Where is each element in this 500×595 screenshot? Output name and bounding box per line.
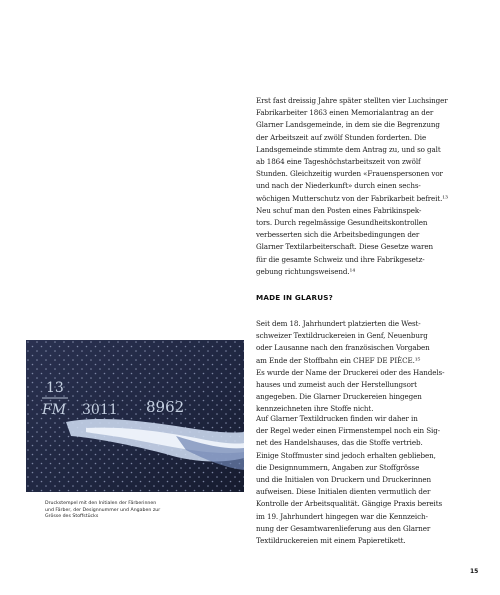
stamp-design: 8962 — [146, 398, 185, 416]
paragraph3-line: und die Initialen von Druckern und Druckerinnen — [256, 475, 432, 485]
caption-line: Grösse des Stoffstücks — [45, 514, 99, 520]
paragraph1-line: gebung richtungsweisend.¹⁴ — [256, 266, 356, 276]
paragraph3-line: der Regel weder einen Firmenstempel noch ein Sig- — [256, 426, 440, 436]
paragraph2-line: oder Lausanne nach den französischen Vorgaben — [256, 343, 430, 353]
stamp-line1: 13 — [46, 380, 64, 396]
paragraph1-line: und nach der Niederkunft» durch einen sechs- — [256, 181, 421, 191]
paragraph2-line: am Ende der Stoffbahn ein CHEF DE PIÈCE.¹⁵ — [256, 355, 421, 365]
paragraph-labor-law — [256, 95, 466, 278]
caption-line: Druckstempel mit den Initialen der Färberinnen — [45, 501, 157, 506]
paragraph2-line: hauses und zumeist auch der Herstellungsort — [256, 380, 417, 390]
paragraph1-line: tors. Durch regelmässige Gesundheitskontrollen — [256, 218, 428, 228]
paragraph1-line: wöchigen Mutterschutz von der Fabrikarbeit befreit.¹³ — [256, 193, 448, 203]
paragraph3-line: die Designnummern, Angaben zur Stoffgrösse — [256, 462, 420, 472]
paragraph-chef-de-piece — [256, 318, 466, 416]
page-number: 15 — [470, 568, 479, 575]
paragraph1-line: Stunden. Gleichzeitig wurden «Frauenspersonen vor — [256, 169, 443, 179]
paragraph3-line: aufweisen. Diese Initialen dienten vermutlich der — [256, 487, 431, 497]
paragraph3-line: Kontrolle der Arbeitsqualität. Gängige Praxis bereits — [256, 499, 443, 509]
section-heading: MADE IN GLARUS? — [256, 293, 334, 302]
paragraph2-line: Es wurde der Name der Druckerei oder des Handels- — [256, 367, 445, 377]
paragraph3-line: Einige Stoffmuster sind jedoch erhalten geblieben, — [256, 450, 436, 460]
paragraph3-line: net des Handelshauses, das die Stoffe vertrieb. — [256, 438, 423, 448]
stamp-number: 3011 — [82, 402, 118, 418]
fabric-stamp-photo — [26, 340, 244, 492]
paragraph1-line: Glarner Landsgemeinde, in dem sie die Begrenzung — [256, 120, 440, 130]
paragraph1-line: Fabrikarbeiter 1863 einen Memorialantrag an der — [256, 108, 434, 118]
stamp-initials: FM — [42, 402, 67, 418]
paragraph1-line: der Arbeitszeit auf zwölf Stunden forderten. Die — [256, 132, 427, 142]
paragraph1-line: Erst fast dreissig Jahre später stellten vier Luchsinger — [256, 96, 448, 105]
paragraph2-line: kennzeichneten ihre Stoffe nicht. — [256, 404, 374, 414]
paragraph1-line: Glarner Textilarbeiterschaft. Diese Gesetze waren — [256, 242, 433, 252]
paragraph1-line: Landsgemeinde stimmte dem Antrag zu, und so galt — [256, 144, 441, 154]
paragraph2-line: angegeben. Die Glarner Druckereien hingegen — [256, 392, 422, 402]
paragraph3-line: im 19. Jahrhundert hingegen war die Kennzeich- — [256, 511, 428, 521]
paragraph1-line: Neu schuf man den Posten eines Fabrikinspek- — [256, 205, 422, 215]
photo-caption — [45, 501, 245, 521]
paragraph1-line: für die gesamte Schweiz und ihre Fabrikgesetz- — [256, 254, 425, 264]
caption-line: und Färber, der Designnummer und Angaben zur — [45, 507, 161, 513]
paragraph-glarus-prints — [256, 413, 466, 547]
paragraph2-line: Seit dem 18. Jahrhundert platzierten die West- — [256, 319, 421, 328]
paragraph1-line: ab 1864 eine Tageshöchstarbeitszeit von zwölf — [256, 157, 421, 167]
paragraph2-line: schweizer Textildruckereien in Genf, Neuenburg — [256, 331, 428, 341]
paragraph3-line: nung der Gesamtwarenlieferung aus den Glarner — [256, 523, 431, 533]
paragraph3-line: Auf Glarner Textildrucken finden wir daher in — [256, 414, 418, 423]
paragraph3-line: Textildruckereien mit einem Papieretikett. — [256, 536, 406, 546]
paragraph1-line: verbesserten sich die Arbeitsbedingungen der — [256, 230, 420, 240]
